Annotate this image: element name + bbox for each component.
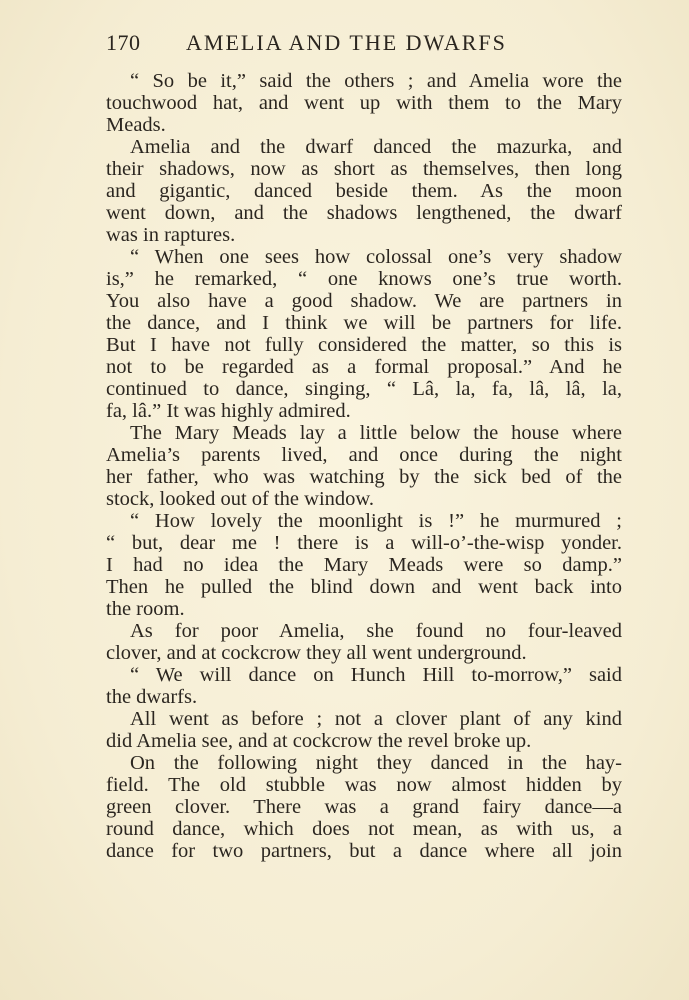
text-line: went down, and the shadows lengthened, the dwarf [106, 202, 622, 224]
running-title: AMELIA AND THE DWARFS [186, 30, 507, 55]
text-line: green clover. There was a grand fairy dance—a [106, 796, 622, 818]
text-line: “ How lovely the moonlight is !” he murmured ; [130, 510, 622, 532]
text-line: “ We will dance on Hunch Hill to-morrow,” said [130, 664, 622, 686]
text-line: Amelia and the dwarf danced the mazurka, and [130, 136, 622, 158]
text-line: “ So be it,” said the others ; and Amelia wore the [130, 70, 622, 92]
page-header [106, 30, 626, 60]
text-line: The Mary Meads lay a little below the house where [130, 422, 622, 444]
text-line: their shadows, now as short as themselves, then long [106, 158, 622, 180]
text-line: fa, lâ.” It was highly admired. [106, 400, 351, 422]
text-line: the room. [106, 598, 185, 620]
page-number: 170 [106, 30, 141, 55]
text-line: All went as before ; not a clover plant of any kind [130, 708, 622, 730]
text-line: As for poor Amelia, she found no four-leaved [130, 620, 622, 642]
text-line: and gigantic, danced beside them. As the moon [106, 180, 622, 202]
text-line: not to be regarded as a formal proposal.” And he [106, 356, 622, 378]
text-line: continued to dance, singing, “ Lâ, la, fa, lâ, lâ, la, [106, 378, 622, 400]
text-line: On the following night they danced in the hay- [130, 752, 622, 774]
text-line: was in raptures. [106, 224, 236, 246]
text-line: dance for two partners, but a dance where all join [106, 840, 622, 862]
text-line: Meads. [106, 114, 166, 136]
text-line: “ but, dear me ! there is a will-o’-the-wisp yonder. [106, 532, 622, 554]
text-line: But I have not fully considered the matter, so this is [106, 334, 622, 356]
text-line: round dance, which does not mean, as with us, a [106, 818, 622, 840]
text-line: You also have a good shadow. We are partners in [106, 290, 622, 312]
text-line: field. The old stubble was now almost hidden by [106, 774, 622, 796]
text-line: clover, and at cockcrow they all went underground. [106, 642, 527, 664]
text-line: Amelia’s parents lived, and once during the night [106, 444, 622, 466]
text-line: did Amelia see, and at cockcrow the revel broke up. [106, 730, 532, 752]
text-line: stock, looked out of the window. [106, 488, 374, 510]
text-line: “ When one sees how colossal one’s very shadow [130, 246, 622, 268]
body-text [106, 70, 622, 862]
text-line: her father, who was watching by the sick bed of the [106, 466, 622, 488]
text-line: the dwarfs. [106, 686, 198, 708]
text-line: I had no idea the Mary Meads were so damp.” [106, 554, 622, 576]
text-line: the dance, and I think we will be partners for life. [106, 312, 622, 334]
text-line: touchwood hat, and went up with them to the Mary [106, 92, 622, 114]
text-line: is,” he remarked, “ one knows one’s true worth. [106, 268, 622, 290]
text-line: Then he pulled the blind down and went back into [106, 576, 622, 598]
